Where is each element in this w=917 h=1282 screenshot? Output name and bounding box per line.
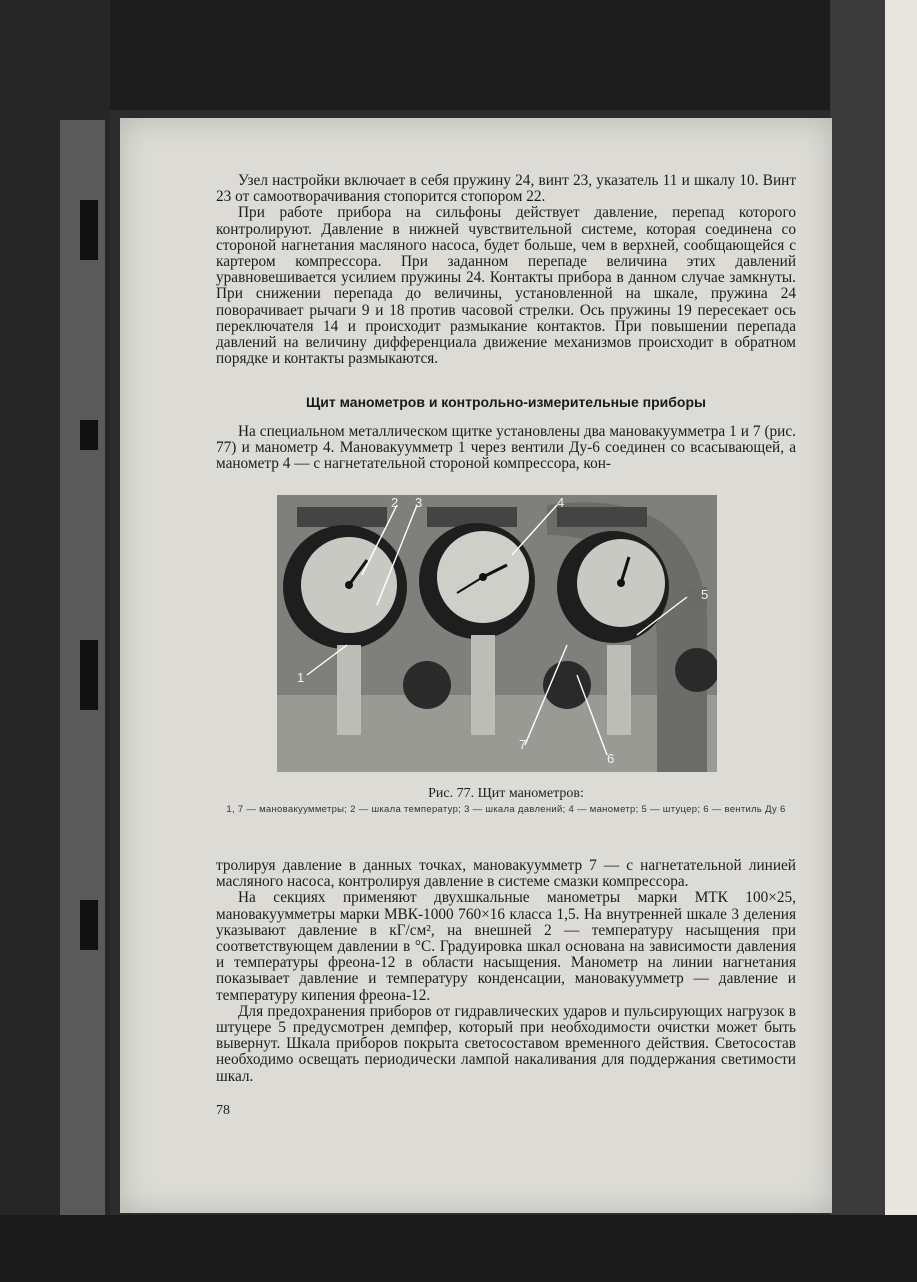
scan-margin-mark	[80, 200, 98, 260]
figure-photo-gauges	[277, 495, 717, 772]
figure-label-4: 4	[557, 495, 565, 510]
page-number: 78	[216, 1103, 230, 1118]
figure-label-7: 7	[519, 737, 527, 752]
paragraph: Узел настройки включает в себя пружину 24, винт 23, указатель 11 и шкалу 10. Винт 23 от самоотворачивания стопорится стопором 22.	[216, 172, 796, 206]
figure-label-1: 1	[297, 670, 305, 685]
adjacent-page-edge	[885, 0, 917, 1282]
section-heading: Щит манометров и контрольно-измерительные приборы	[306, 394, 706, 410]
scan-background-top	[0, 0, 917, 110]
scan-background-bottom	[0, 1215, 917, 1282]
paragraph: тролируя давление в данных точках, мановакуумметр 7 — с нагнетательной линией масляного насоса, контролируя давление в системе смазки компрессора.	[216, 857, 796, 891]
text-top	[216, 173, 796, 367]
figure-label-6: 6	[607, 751, 615, 766]
gauge-right	[557, 531, 669, 643]
scan-margin-mark	[80, 900, 98, 950]
gauge-middle	[419, 523, 535, 639]
figure-label-2: 2	[391, 495, 399, 510]
figure-label-3: 3	[415, 495, 423, 510]
text-intro	[216, 424, 796, 473]
book-page	[120, 118, 832, 1213]
paragraph: На специальном металлическом щитке установлены два мановакуумметра 1 и 7 (рис. 77) и манометр 4. Мановакуумметр 1 через вентили Ду-6 соединен со всасывающей, а манометр 4 — с нагнетательной стороной компрессора, кон-	[216, 423, 796, 473]
figure-label-5: 5	[701, 587, 709, 602]
gauge-left	[283, 525, 407, 649]
scan-margin-mark	[80, 420, 98, 450]
gauge-panel-photo	[277, 495, 717, 772]
paragraph: На секциях применяют двухшкальные манометры марки МТК 100×25, мановакуумметры марки МВК-1000 760×16 класса 1,5. На внутренней шкале 3 деления указывают давление в кГ/см², на внешней 2 — температуру насыщения при соответствующем давлении в °С. Градуировка шкал основана на зависимости давления и температуры фреона-12 в области насыщения. Манометр на линии нагнетания показывает давление и температуру конденсации, мановакуумметр — давление и температуру кипения фреона-12.	[216, 889, 796, 1004]
figure-caption-title: Рис. 77. Щит манометров:	[428, 786, 584, 801]
paragraph: Для предохранения приборов от гидравлических ударов и пульсирующих нагрузок в штуцере 5 предусмотрен демпфер, который при необходимости очистки может быть вывернут. Шкала приборов покрыта светосоставом временного действия. Светосостав необходимо освещать периодически лампой накаливания для поддержания светимости шкал.	[216, 1002, 796, 1085]
text-bottom	[216, 858, 796, 1085]
figure-caption-legend: 1, 7 — мановакуумметры; 2 — шкала температур; 3 — шкала давлений; 4 — манометр; 5 — штуцер; 6 — вентиль Ду 6	[226, 804, 786, 815]
scan-margin-mark	[80, 640, 98, 710]
paragraph: При работе прибора на сильфоны действует давление, перепад которого контролируют. Давление в нижней чувствительной системе, которая соединена со стороной нагнетания масляного насоса, будет больше, чем в верхней, сообщающейся с картером компрессора. При заданном перепаде величина этих давлений уравновешивается усилием пружины 24. Контакты прибора в данном случае замкнуты. При снижении перепада до величины, установленной на шкале, пружина 24 поворачивает рычаги 9 и 18 против часовой стрелки. Ось пружины 19 пересекает ось переключателя 14 и происходит размыкание контактов. При повышении перепада давлений на величину дифференциала движение механизмов происходит в обратном порядке и контакты размыкаются.	[216, 204, 796, 368]
